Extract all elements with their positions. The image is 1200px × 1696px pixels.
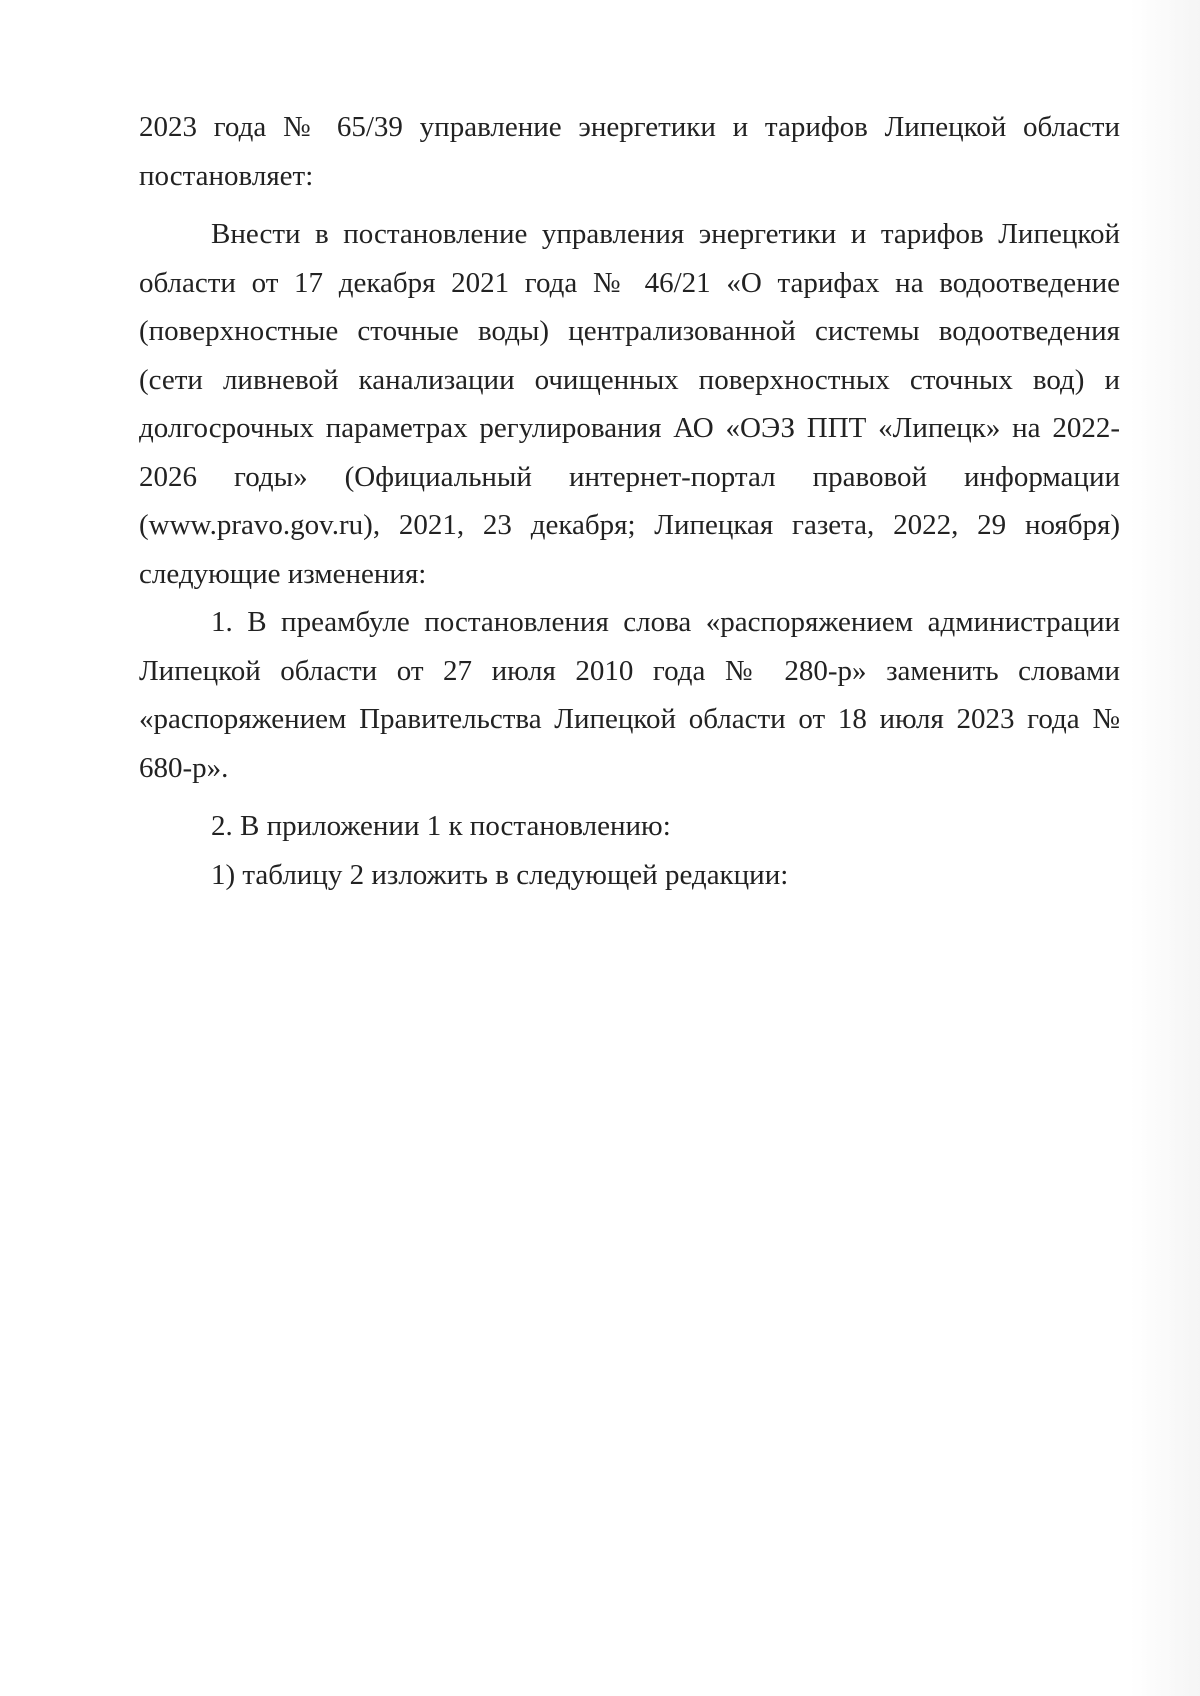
amendment-intro-paragraph: Внести в постановление управления энергетики и тарифов Липецкой области от 17 декабря 2021 года № 46/21 «О тарифах на водоотведение (поверхностные сточные воды) централизованной системы водоотведения (сети ливневой канализации очищенных поверхностных сточных вод) и долгосрочных параметрах регулирования АО «ОЭЗ ППТ «Липецк» на 2022-2026 годы» (Официальный интернет-портал правовой информации (www.pravo.gov.ru), 2021, 23 декабря; Липецкая газета, 2022, 29 ноября) следующие изменения: — [139, 218, 1120, 590]
document-page — [139, 103, 1120, 899]
preamble-continuation: 2023 года № 65/39 управление энергетики и тарифов Липецкой области постановляет: — [139, 111, 1120, 192]
subitem-1-paragraph: 1) таблицу 2 изложить в следующей редакции: — [211, 858, 789, 891]
item-1-paragraph: 1. В преамбуле постановления слова «распоряжением администрации Липецкой области от 27 июля 2010 года № 280-р» заменить словами «распоряжением Правительства Липецкой области от 18 июля 2023 года № 680-р». — [139, 606, 1120, 784]
item-2-paragraph: 2. В приложении 1 к постановлению: — [211, 810, 671, 842]
scan-edge-shading — [1130, 0, 1200, 1696]
